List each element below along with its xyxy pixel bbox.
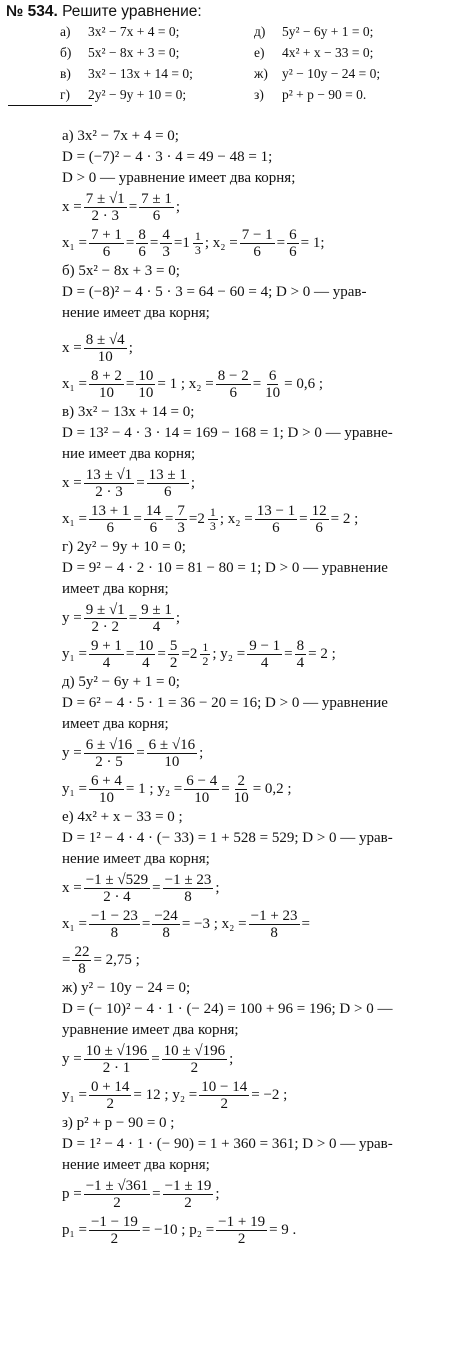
solution-h-formula: p = $\frac{-1 \pm √361}{2}$ = $\frac{-1 \pm 19}{2}$ ; xyxy=(62,1177,220,1211)
solution-g-formula: y = $\frac{10 \pm √196}{2 \cdot 1}$ = $\frac{10 \pm √196}{2}$ ; xyxy=(62,1042,234,1076)
solution-f-discriminant: D = 1² − 4 · 4 · (− 33) = 1 + 528 = 529; D > 0 — урав- xyxy=(62,830,393,846)
problem-header xyxy=(6,2,446,108)
solution-c-formula: x = $\frac{13 \pm √1}{2 \cdot 3}$ = $\frac{13 \pm 1}{6}$ ; xyxy=(62,466,196,500)
solution-h-note: нение имеет два корня; xyxy=(62,1157,210,1173)
solution-b-note: нение имеет два корня; xyxy=(62,305,210,321)
task-equation: 3x² − 13x + 14 = 0; xyxy=(88,66,193,81)
solution-c-head: в) 3x² − 13x + 14 = 0; xyxy=(62,404,195,420)
solution-h-discriminant: D = 1² − 4 · 1 · (− 90) = 1 + 360 = 361; D > 0 — урав- xyxy=(62,1136,393,1152)
solution-e-head: д) 5y² − 6y + 1 = 0; xyxy=(62,674,180,690)
task-equation: p² + p − 90 = 0. xyxy=(282,87,367,102)
task-equation: 4x² + x − 33 = 0; xyxy=(282,45,374,60)
solution-f-roots-cont: = $\frac{22}{8}$ = 2,75 ; xyxy=(62,943,140,977)
solution-d-discriminant: D = 9² − 4 · 2 · 10 = 81 − 80 = 1; D > 0 — уравнение xyxy=(62,560,388,576)
solution-a-head: а) 3x² − 7x + 4 = 0; xyxy=(62,128,179,144)
task-label: б) xyxy=(60,45,72,60)
task-equation: y² − 10y − 24 = 0; xyxy=(282,66,381,81)
task-equation: 3x² − 7x + 4 = 0; xyxy=(88,24,180,39)
fraction: $\frac{7 \pm √1}{2 \cdot 3}$ xyxy=(85,190,125,224)
solution-e-note: имеет два корня; xyxy=(62,716,169,732)
solution-g-roots: y₁ = $\frac{0 + 14}{2}$ = 12 ; y₂ = $\frac{10 - 14}{2}$ = −2 ; xyxy=(62,1078,288,1112)
fraction: $\frac{7 \pm 1}{6}$ xyxy=(141,190,172,224)
solution-f-roots: x₁ = $\frac{-1 - 23}{8}$ = $\frac{-24}{8}$ = −3 ; x₂ = $\frac{-1 + 23}{8}$ = xyxy=(62,907,310,941)
solution-b-formula: x = $\frac{8 \pm √4}{10}$ ; xyxy=(62,331,133,365)
solution-c-roots: x₁ = $\frac{13 + 1}{6}$ = $\frac{14}{6}$ = $\frac{7}{3}$ = 2 $\frac{1}{3}$ ; x₂ = $\frac{13 - 1}{6}$ = $\frac{12}{6}$ = 2 ; xyxy=(62,502,359,536)
solution-f-note: нение имеет два корня; xyxy=(62,851,210,867)
solution-a-formula: x = $\frac{7 \pm √1}{2 \cdot 3}$ = $\frac{7 \pm 1}{6}$ ; xyxy=(62,190,181,224)
solution-b-head: б) 5x² − 8x + 3 = 0; xyxy=(62,263,180,279)
solution-b-discriminant: D = (−8)² − 4 · 5 · 3 = 64 − 60 = 4; D > 0 — урав- xyxy=(62,284,367,300)
task-label: д) xyxy=(254,24,266,39)
solution-c-note: ние имеет два корня; xyxy=(62,446,196,462)
task-label: е) xyxy=(254,45,265,60)
solution-e-roots: y₁ = $\frac{6 + 4}{10}$ = 1 ; y₂ = $\frac{6 - 4}{10}$ = $\frac{2}{10}$ = 0,2 ; xyxy=(62,772,292,806)
solution-c-discriminant: D = 13² − 4 · 3 · 14 = 169 − 168 = 1; D > 0 — уравне- xyxy=(62,425,393,441)
solution-h-head: з) p² + p − 90 = 0 ; xyxy=(62,1115,175,1131)
solution-e-discriminant: D = 6² − 4 · 5 · 1 = 36 − 20 = 16; D > 0 — уравнение xyxy=(62,695,388,711)
task-equation: 2y² − 9y + 10 = 0; xyxy=(88,87,187,102)
task-equation: 5x² − 8x + 3 = 0; xyxy=(88,45,180,60)
task-label: ж) xyxy=(254,66,268,81)
solution-g-head: ж) y² − 10y − 24 = 0; xyxy=(62,980,191,996)
problem-title xyxy=(6,2,446,22)
solution-e-formula: y = $\frac{6 \pm √16}{2 \cdot 5}$ = $\frac{6 \pm √16}{10}$ ; xyxy=(62,736,204,770)
solution-a-discriminant: D = (−7)² − 4 · 3 · 4 = 49 − 48 = 1; xyxy=(62,149,273,165)
instruction: Решите уравнение: xyxy=(62,3,202,20)
divider-line xyxy=(8,105,92,106)
solutions xyxy=(62,126,447,1248)
solution-g-discriminant: D = (− 10)² − 4 · 1 · (− 24) = 100 + 96 = 196; D > 0 — xyxy=(62,1001,393,1017)
solution-h-roots: p₁ = $\frac{-1 - 19}{2}$ = −10 ; p₂ = $\frac{-1 + 19}{2}$ = 9 . xyxy=(62,1213,297,1247)
solution-g-note: уравнение имеет два корня; xyxy=(62,1022,239,1038)
task-label: а) xyxy=(60,24,71,39)
solution-a-roots: x₁ = $\frac{7 + 1}{6}$ = $\frac{8}{6}$ = $\frac{4}{3}$ = 1 $\frac{1}{3}$ ; x₂ = $\frac{7 - 1}{6}$ = $\frac{6}{6}$ = 1; xyxy=(62,226,325,260)
solution-d-roots: y₁ = $\frac{9 + 1}{4}$ = $\frac{10}{4}$ = $\frac{5}{2}$ = 2 $\frac{1}{2}$ ; y₂ = $\frac{9 - 1}{4}$ = $\frac{8}{4}$ = 2 ; xyxy=(62,637,336,671)
task-label: з) xyxy=(254,87,264,102)
solution-d-note: имеет два корня; xyxy=(62,581,169,597)
task-label: г) xyxy=(60,87,71,102)
solution-d-formula: y = $\frac{9 \pm √1}{2 \cdot 2}$ = $\frac{9 \pm 1}{4}$ ; xyxy=(62,601,181,635)
solution-d-head: г) 2y² − 9y + 10 = 0; xyxy=(62,539,186,555)
task-equation: 5y² − 6y + 1 = 0; xyxy=(282,24,374,39)
solution-a-note: D > 0 — уравнение имеет два корня; xyxy=(62,170,296,186)
solution-b-roots: x₁ = $\frac{8 + 2}{10}$ = $\frac{10}{10}$ = 1 ; x₂ = $\frac{8 - 2}{6}$ = $\frac{6}{10}$ = 0,6 ; xyxy=(62,367,324,401)
problem-number: № 534. xyxy=(6,3,58,20)
task-list xyxy=(6,22,446,108)
task-label: в) xyxy=(60,66,71,81)
solution-f-formula: x = $\frac{-1 \pm √529}{2 \cdot 4}$ = $\frac{-1 \pm 23}{8}$ ; xyxy=(62,871,220,905)
solution-f-head: е) 4x² + x − 33 = 0 ; xyxy=(62,809,183,825)
